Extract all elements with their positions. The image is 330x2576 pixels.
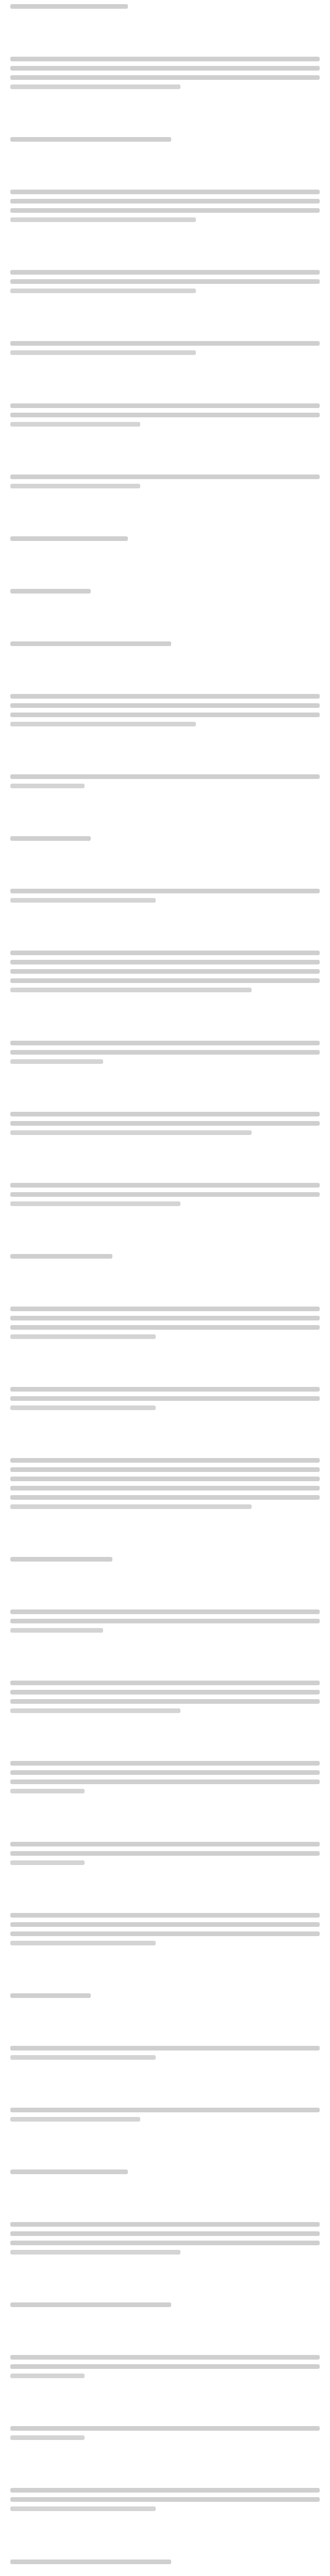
text-line [10,1121,320,1126]
paragraph [10,1041,320,1064]
text-line [10,713,320,717]
paragraph [10,1557,320,1562]
text-line [10,898,156,903]
text-line [10,2355,320,2360]
text-line [10,589,91,594]
text-line [10,57,320,61]
text-line [10,2488,320,2493]
paragraph [10,2488,320,2511]
text-line [10,2506,156,2511]
paragraph [10,1993,320,1998]
text-line [10,1405,156,1410]
text-line [10,1495,320,1500]
paragraph [10,4,320,9]
text-line [10,889,320,893]
text-line [10,289,196,293]
text-line [10,1860,85,1865]
paragraph [10,2426,320,2440]
text-line [10,2302,171,2307]
text-line [10,413,320,417]
text-line [10,1993,91,1998]
paragraph [10,403,320,427]
text-line [10,1112,320,1116]
text-line [10,960,320,964]
text-line [10,1931,320,1936]
text-line [10,2435,85,2440]
paragraph [10,536,320,541]
text-line [10,190,320,194]
text-line [10,66,320,71]
paragraph [10,694,320,726]
text-line [10,217,196,222]
paragraph [10,474,320,488]
text-line [10,1619,320,1623]
text-line [10,951,320,955]
text-line [10,1334,156,1339]
text-line [10,1325,320,1330]
text-line [10,199,320,204]
text-line [10,1761,320,1766]
text-line [10,1316,320,1320]
paragraph [10,2355,320,2378]
text-line [10,1913,320,1918]
text-line [10,1458,320,1463]
text-line [10,350,196,355]
text-line [10,2560,171,2564]
paragraph [10,889,320,903]
text-line [10,2231,320,2236]
paragraph [10,1761,320,1793]
paragraph [10,774,320,788]
text-line [10,836,91,841]
text-line [10,474,320,479]
text-line [10,1770,320,1775]
text-line [10,84,180,89]
text-line [10,2222,320,2227]
text-line [10,279,320,284]
paragraph [10,1387,320,1410]
text-line [10,2170,128,2174]
text-line [10,1842,320,1846]
paragraph [10,1609,320,1633]
paragraph [10,1458,320,1509]
paragraph [10,2108,320,2122]
text-line [10,1780,320,1784]
text-line [10,536,128,541]
paragraph [10,641,320,646]
text-line [10,1192,320,1197]
text-line [10,2055,156,2060]
text-line [10,1557,112,1562]
text-line [10,1477,320,1481]
text-line [10,403,320,408]
text-line [10,969,320,974]
text-line [10,722,196,726]
paragraph [10,2046,320,2060]
text-line [10,2374,85,2378]
text-line [10,341,320,346]
paragraph [10,341,320,355]
text-line [10,484,140,488]
text-line [10,1486,320,1490]
paragraph [10,2560,320,2564]
text-line [10,2046,320,2050]
text-line [10,75,320,80]
paragraph [10,1112,320,1135]
text-line [10,1789,85,1793]
text-line [10,1183,320,1188]
text-line [10,988,252,992]
text-line [10,270,320,275]
text-line [10,1628,103,1633]
text-line [10,1130,252,1135]
text-line [10,1504,252,1509]
paragraph [10,2170,320,2174]
text-line [10,1708,180,1713]
text-line [10,2250,180,2255]
paragraph [10,57,320,89]
text-line [10,694,320,699]
paragraph [10,137,320,142]
text-line [10,1307,320,1311]
text-line [10,2497,320,2502]
paragraph [10,1681,320,1713]
text-line [10,422,140,427]
text-line [10,1396,320,1401]
text-line [10,1467,320,1472]
paragraph [10,1307,320,1339]
text-line [10,4,128,9]
text-line [10,1699,320,1704]
text-line [10,1851,320,1856]
paragraph [10,1913,320,1945]
paragraph [10,836,320,841]
text-line [10,774,320,779]
text-line [10,2241,320,2245]
paragraph [10,1254,320,1259]
text-line [10,641,171,646]
paragraph [10,190,320,222]
text-line [10,1690,320,1694]
text-line [10,703,320,708]
text-line [10,137,171,142]
text-line [10,2364,320,2369]
text-line [10,1922,320,1927]
text-line [10,1201,180,1206]
text-line [10,2426,320,2431]
paragraph [10,270,320,293]
text-line [10,1050,320,1055]
text-line [10,1254,112,1259]
text-line [10,784,85,788]
text-line [10,2108,320,2112]
text-line [10,208,320,213]
text-line [10,1681,320,1685]
text-line [10,2117,140,2122]
paragraph [10,2222,320,2255]
text-line [10,1041,320,1045]
text-line [10,1059,103,1064]
paragraph [10,1842,320,1865]
text-line [10,1609,320,1614]
paragraph [10,2302,320,2307]
text-line [10,1941,156,1945]
paragraph [10,589,320,594]
article-body [10,4,320,2576]
paragraph [10,1183,320,1206]
text-line [10,978,320,983]
paragraph [10,951,320,992]
text-line [10,1387,320,1392]
